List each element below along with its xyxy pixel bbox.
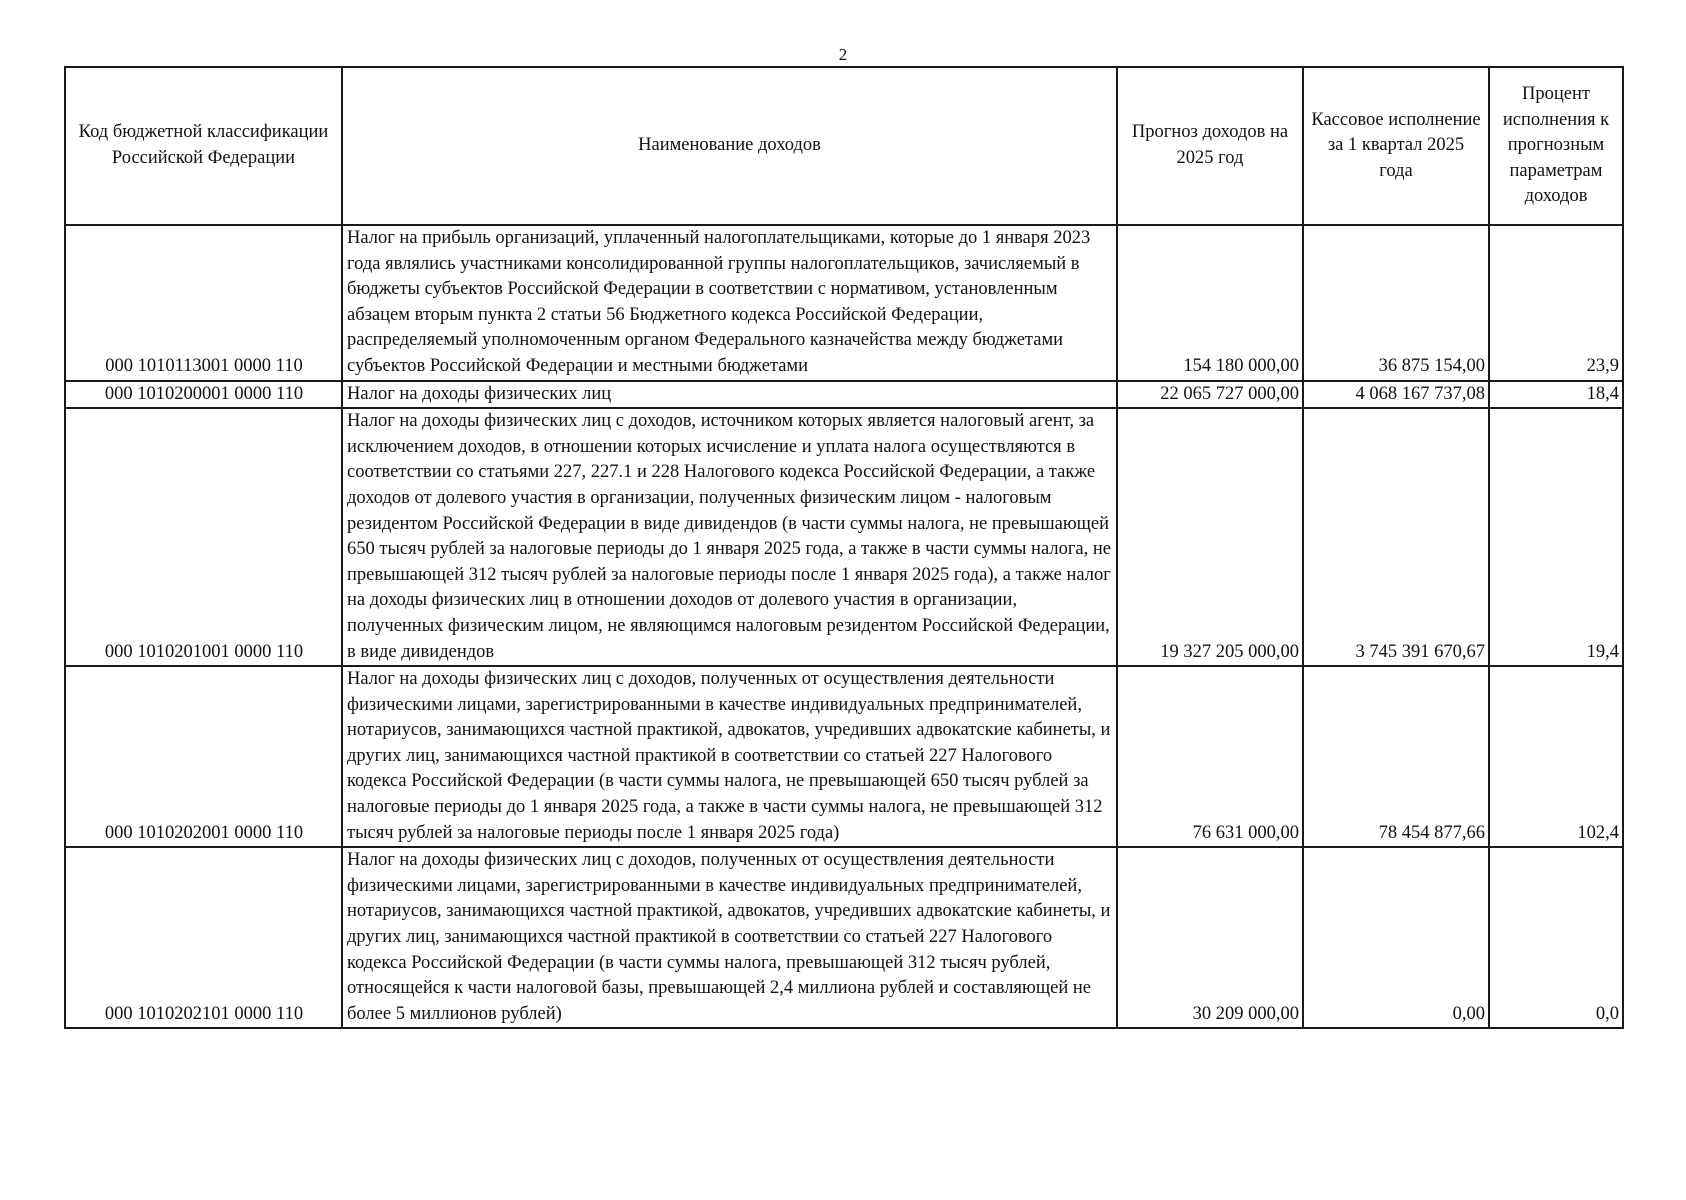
cell-actual: 78 454 877,66	[1303, 666, 1489, 847]
table-header-row	[65, 67, 1623, 225]
cell-actual: 0,00	[1303, 847, 1489, 1028]
cell-actual: 36 875 154,00	[1303, 225, 1489, 381]
table-row	[65, 381, 1623, 409]
cell-percent: 19,4	[1489, 408, 1623, 666]
cell-name: Налог на доходы физических лиц	[342, 381, 1117, 409]
cell-code: 000 1010200001 0000 110	[65, 381, 342, 409]
cell-actual: 4 068 167 737,08	[1303, 381, 1489, 409]
budget-revenue-table	[64, 66, 1624, 1029]
cell-forecast: 154 180 000,00	[1117, 225, 1303, 381]
cell-percent: 18,4	[1489, 381, 1623, 409]
header-actual: Кассовое исполнение за 1 квартал 2025 года	[1303, 67, 1489, 225]
cell-percent: 102,4	[1489, 666, 1623, 847]
table-row	[65, 408, 1623, 666]
header-name: Наименование доходов	[342, 67, 1117, 225]
cell-forecast: 76 631 000,00	[1117, 666, 1303, 847]
cell-code: 000 1010202101 0000 110	[65, 847, 342, 1028]
page-number: 2	[838, 45, 848, 64]
header-forecast: Прогноз доходов на 2025 год	[1117, 67, 1303, 225]
table-row	[65, 666, 1623, 847]
cell-code: 000 1010202001 0000 110	[65, 666, 342, 847]
cell-actual: 3 745 391 670,67	[1303, 408, 1489, 666]
cell-forecast: 22 065 727 000,00	[1117, 381, 1303, 409]
header-percent: Процент исполнения к прогнозным параметрам доходов	[1489, 67, 1623, 225]
cell-name: Налог на доходы физических лиц с доходов, источником которых является налоговый агент, за исключением доходов, в отношении которых исчисление и уплата налога осуществляются в соответствии со статьями 227, 227.1 и 228 Налогового кодекса Российской Федерации, а также доходов от долевого участия в организации, полученных физическим лицом - налоговым резидентом Российской Федерации в виде дивидендов (в части суммы налога, не превышающей 650 тысяч рублей за налоговые периоды до 1 января 2025 года, а также в части суммы налога, не превышающей 312 тысяч рублей за налоговые периоды после 1 января 2025 года), а также налог на доходы физических лиц в отношении доходов от долевого участия в организации, полученных физическим лицом, не являющимся налоговым резидентом Российской Федерации, в виде дивидендов	[342, 408, 1117, 666]
cell-code: 000 1010201001 0000 110	[65, 408, 342, 666]
header-code: Код бюджетной классификации Российской Федерации	[65, 67, 342, 225]
cell-percent: 23,9	[1489, 225, 1623, 381]
cell-name: Налог на доходы физических лиц с доходов, полученных от осуществления деятельности физическими лицами, зарегистрированными в качестве индивидуальных предпринимателей, нотариусов, занимающихся частной практикой, адвокатов, учредивших адвокатские кабинеты, и других лиц, занимающихся частной практикой в соответствии со статьей 227 Налогового кодекса Российской Федерации (в части суммы налога, не превышающей 650 тысяч рублей за налоговые периоды до 1 января 2025 года, а также в части суммы налога, не превышающей 312 тысяч рублей за налоговые периоды после 1 января 2025 года)	[342, 666, 1117, 847]
cell-name: Налог на прибыль организаций, уплаченный налогоплательщиками, которые до 1 января 2023 года являлись участниками консолидированной группы налогоплательщиков, зачисляемый в бюджеты субъектов Российской Федерации в соответствии с нормативом, установленным абзацем вторым пункта 2 статьи 56 Бюджетного кодекса Российской Федерации, распределяемый уполномоченным органом Федерального казначейства между бюджетами субъектов Российской Федерации и местными бюджетами	[342, 225, 1117, 381]
table-row	[65, 225, 1623, 381]
cell-forecast: 30 209 000,00	[1117, 847, 1303, 1028]
table-row	[65, 847, 1623, 1028]
cell-code: 000 1010113001 0000 110	[65, 225, 342, 381]
cell-percent: 0,0	[1489, 847, 1623, 1028]
cell-forecast: 19 327 205 000,00	[1117, 408, 1303, 666]
cell-name: Налог на доходы физических лиц с доходов, полученных от осуществления деятельности физическими лицами, зарегистрированными в качестве индивидуальных предпринимателей, нотариусов, занимающихся частной практикой, адвокатов, учредивших адвокатские кабинеты, и других лиц, занимающихся частной практикой в соответствии со статьей 227 Налогового кодекса Российской Федерации (в части суммы налога, превышающей 312 тысяч рублей, относящейся к части налоговой базы, превышающей 2,4 миллиона рублей и составляющей не более 5 миллионов рублей)	[342, 847, 1117, 1028]
